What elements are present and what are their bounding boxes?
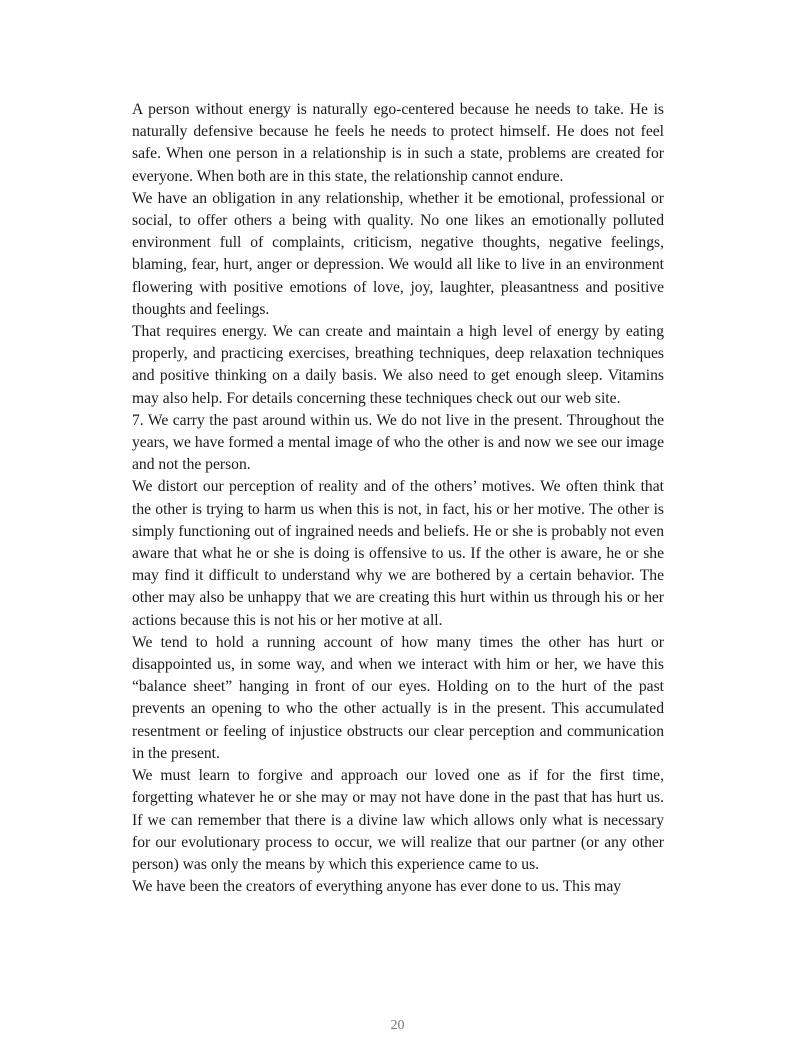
paragraph: We have been the creators of everything anyone has ever done to us. This may — [132, 878, 622, 896]
paragraph: We tend to hold a running account of how many times the other has hurt or disappointed us, in some way, and when we interact with him or her, we have this “balance sheet” hanging in front of our eyes. Holding on to the hurt of the past prevents an opening to who the other actually is in the present. This accumulated resentment or feeling of injustice obstructs our clear perception and communication in the present. — [132, 633, 664, 762]
page-number: 20 — [390, 1018, 405, 1033]
paragraph: We must learn to forgive and approach our loved one as if for the first time, forgetting whatever he or she may or may not have done in the past that has hurt us. If we can remember that there is a divine law which allows only what is necessary for our evolutionary process to occur, we will realize that our partner (or any other person) was only the means by which this experience came to us. — [132, 767, 664, 873]
paragraph: That requires energy. We can create and maintain a high level of energy by eating properly, and practicing exercises, breathing techniques, deep relaxation techniques and positive thinking on a daily basis. We also need to get enough sleep. Vitamins may also help. For details concerning these techniques check out our web site. — [132, 323, 664, 407]
paragraph: We have an obligation in any relationship, whether it be emotional, professional or social, to offer others a being with quality. No one likes an emotionally polluted environment full of complaints, criticism, negative thoughts, negative feelings, blaming, fear, hurt, anger or depression. We would all like to live in an environment flowering with positive emotions of love, joy, laughter, pleasantness and positive thoughts and feelings. — [132, 189, 664, 318]
paragraph: We distort our perception of reality and of the others’ motives. We often think that the other is trying to harm us when this is not, in fact, his or her motive. The other is simply functioning out of ingrained needs and beliefs. He or she is probably not even aware that what he or she is doing is offensive to us. If the other is aware, he or she may find it difficult to understand why we are bothered by a certain behavior. The other may also be unhappy that we are creating this hurt within us through his or her actions because this is not his or her motive at all. — [132, 478, 664, 629]
paragraph: 7. We carry the past around within us. We do not live in the present. Throughout the years, we have formed a mental image of who the other is and now we see our image and not the person. — [132, 411, 664, 474]
page-body — [132, 99, 664, 898]
paragraph: A person without energy is naturally ego-centered because he needs to take. He is naturally defensive because he feels he needs to protect himself. He does not feel safe. When one person in a relationship is in such a state, problems are created for everyone. When both are in this state, the relationship cannot endure. — [132, 101, 664, 185]
